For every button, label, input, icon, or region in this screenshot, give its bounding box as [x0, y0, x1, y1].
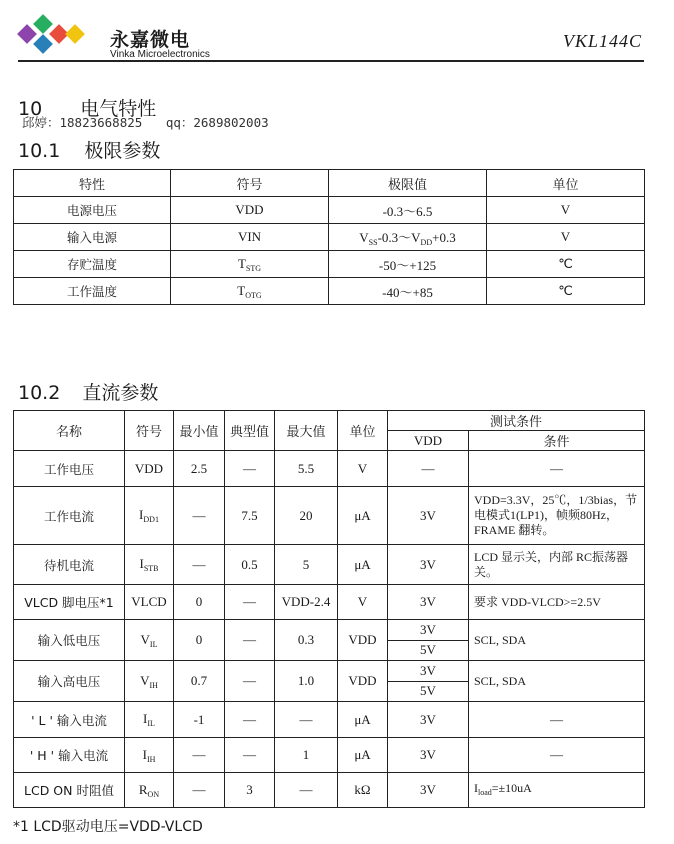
param-name: ' L ' 输入电流 — [14, 702, 125, 738]
param-min: 0 — [174, 585, 225, 620]
symbol-subscript: IH — [146, 754, 156, 764]
table-row — [14, 661, 645, 702]
param-typ: 0.5 — [225, 545, 275, 585]
table-row — [14, 773, 645, 808]
param-unit: μA — [338, 487, 388, 545]
param-symbol — [125, 773, 174, 808]
param-min: — — [174, 738, 225, 773]
test-vdd-value: 3V — [420, 662, 436, 678]
column-header: 典型值 — [225, 411, 275, 451]
param-unit: VDD — [338, 661, 388, 702]
symbol-subscript: ON — [147, 789, 160, 799]
symbol-text: V — [140, 631, 150, 647]
param-typ: 7.5 — [225, 487, 275, 545]
symbol-subscript: IL — [147, 719, 155, 728]
test-condition: 要求 VDD-VLCD>=2.5V — [469, 585, 645, 620]
test-vdd: 3V — [388, 585, 469, 620]
param-limit: -0.3～6.5 — [329, 197, 487, 224]
test-vdd-value: 3V — [420, 621, 436, 637]
param-unit: V — [487, 224, 645, 251]
param-symbol — [125, 487, 174, 545]
table-row — [14, 487, 645, 545]
logo-diamond — [17, 24, 37, 44]
param-limit — [329, 224, 487, 251]
param-symbol: VDD — [125, 451, 174, 487]
param-min: -1 — [174, 702, 225, 738]
symbol-text: T — [237, 255, 246, 271]
symbol-subscript: STB — [143, 564, 159, 573]
symbol-subscript: DD1 — [143, 515, 159, 524]
param-min: 0 — [174, 620, 225, 661]
test-condition: SCL, SDA — [469, 620, 645, 661]
param-unit: ℃ — [487, 278, 645, 305]
contact-qq: qq：2689802003 — [165, 115, 269, 130]
param-name: 待机电流 — [14, 545, 125, 585]
column-header: 名称 — [14, 411, 125, 451]
symbol-text: T — [237, 282, 246, 298]
test-vdd: 3V — [388, 545, 469, 585]
section-10-1-heading — [18, 136, 160, 163]
symbol-text: I — [139, 507, 144, 522]
section-number: 10.1 — [18, 140, 61, 162]
param-name: LCD ON 时阻值 — [14, 773, 125, 808]
param-typ: — — [225, 585, 275, 620]
test-condition: LCD 显示关，内部 RC振荡器关。 — [469, 545, 645, 585]
param-unit: V — [338, 585, 388, 620]
table-row — [14, 738, 645, 773]
symbol-text: R — [138, 781, 148, 797]
column-header: 测试条件 — [388, 411, 645, 431]
condition-text: I — [474, 780, 478, 795]
test-vdd: 3V — [388, 487, 469, 545]
brand-name-en: Vinka Microelectronics — [110, 49, 210, 60]
param-name: 输入电源 — [14, 224, 171, 251]
param-max: — — [275, 773, 338, 808]
param-typ: — — [225, 451, 275, 487]
param-limit: -50～+125 — [329, 251, 487, 278]
test-condition: SCL, SDA — [469, 661, 645, 702]
param-min: 2.5 — [174, 451, 225, 487]
column-header: 最大值 — [275, 411, 338, 451]
param-name: ' H ' 输入电流 — [14, 738, 125, 773]
column-header: 单位 — [487, 170, 645, 197]
param-max: 1.0 — [275, 661, 338, 702]
table-header-row — [14, 170, 645, 197]
table-row — [14, 224, 645, 251]
param-max: — — [275, 702, 338, 738]
param-name: 输入低电压 — [14, 620, 125, 661]
param-min: 0.7 — [174, 661, 225, 702]
limit-part: +0.3 — [432, 230, 456, 245]
test-vdd-value: 5V — [388, 681, 468, 702]
param-symbol — [125, 545, 174, 585]
section-title: 电气特性 — [80, 98, 157, 120]
section-10-2-heading — [18, 378, 158, 405]
param-unit: μA — [338, 702, 388, 738]
test-condition: — — [469, 738, 645, 773]
model-number: VKL144C — [562, 31, 642, 51]
param-unit: μA — [338, 738, 388, 773]
symbol-text: V — [140, 672, 150, 688]
param-max: 5 — [275, 545, 338, 585]
param-name: VLCD 脚电压*1 — [14, 585, 125, 620]
param-typ: — — [225, 620, 275, 661]
symbol-subscript: IL — [149, 639, 158, 649]
table-row — [14, 197, 645, 224]
param-max: 5.5 — [275, 451, 338, 487]
param-symbol — [125, 702, 174, 738]
param-max: 1 — [275, 738, 338, 773]
param-name: 电源电压 — [14, 197, 171, 224]
param-min: — — [174, 487, 225, 545]
param-name: 工作电压 — [14, 451, 125, 487]
dc-parameters-table — [13, 410, 645, 808]
param-symbol: VIN — [171, 224, 329, 251]
param-limit: -40～+85 — [329, 278, 487, 305]
test-vdd: — — [388, 451, 469, 487]
symbol-subscript: IH — [149, 680, 158, 690]
param-symbol: VDD — [171, 197, 329, 224]
table-row — [14, 451, 645, 487]
table-row — [14, 702, 645, 738]
symbol-subscript: STG — [245, 263, 262, 273]
section-title: 极限参数 — [84, 140, 161, 162]
param-typ: — — [225, 738, 275, 773]
table-row — [14, 620, 645, 661]
column-header: 符号 — [125, 411, 174, 451]
param-min: — — [174, 545, 225, 585]
column-header: 条件 — [469, 431, 645, 451]
param-name: 工作温度 — [14, 278, 171, 305]
header-divider — [18, 60, 644, 62]
table-row — [14, 545, 645, 585]
param-symbol — [125, 738, 174, 773]
condition-subscript: load — [478, 787, 492, 797]
param-name: 工作电流 — [14, 487, 125, 545]
column-header: 极限值 — [329, 170, 487, 197]
param-symbol: VLCD — [125, 585, 174, 620]
limit-subscript: SS — [368, 238, 378, 247]
param-unit: ℃ — [487, 251, 645, 278]
param-max: VDD-2.4 — [275, 585, 338, 620]
column-header: 最小值 — [174, 411, 225, 451]
param-unit: μA — [338, 545, 388, 585]
param-symbol — [171, 251, 329, 278]
symbol-text: I — [142, 746, 147, 762]
column-header: 单位 — [338, 411, 388, 451]
contact-phone: 邱婷：18823668825 — [22, 115, 143, 130]
param-name: 存贮温度 — [14, 251, 171, 278]
test-vdd: 3V — [388, 738, 469, 773]
test-condition: — — [469, 451, 645, 487]
limit-part: V — [359, 230, 369, 245]
section-title: 直流参数 — [82, 382, 159, 404]
test-vdd: 3V — [388, 773, 469, 808]
contact-info — [22, 113, 285, 131]
limit-subscript: DD — [420, 238, 433, 247]
param-typ: — — [225, 702, 275, 738]
section-number: 10 — [18, 98, 43, 120]
test-condition: VDD=3.3V，25℃，1/3bias，节电模式1(LP1)，帧频80Hz，FRAME 翻转。 — [469, 487, 645, 545]
param-unit: V — [487, 197, 645, 224]
param-min: — — [174, 773, 225, 808]
param-max: 20 — [275, 487, 338, 545]
limit-part: -0.3～V — [377, 230, 421, 245]
footnote: *1 LCD驱动电压=VDD-VLCD — [13, 819, 203, 835]
table-row — [14, 585, 645, 620]
brand-name-cn: 永嘉微电 — [110, 29, 191, 51]
param-typ: 3 — [225, 773, 275, 808]
test-vdd-value: 5V — [388, 640, 468, 661]
param-symbol — [125, 620, 174, 661]
symbol-text: I — [143, 711, 148, 726]
symbol-subscript: OTG — [245, 290, 262, 300]
table-row — [14, 251, 645, 278]
param-unit: V — [338, 451, 388, 487]
param-unit: VDD — [338, 620, 388, 661]
section-number: 10.2 — [18, 382, 61, 404]
param-symbol — [171, 278, 329, 305]
column-header: 特性 — [14, 170, 171, 197]
test-condition: — — [469, 702, 645, 738]
logo-diamond — [33, 34, 53, 54]
test-vdd — [388, 661, 469, 702]
table-header-row — [14, 411, 645, 431]
table-row — [14, 278, 645, 305]
param-typ: — — [225, 661, 275, 702]
param-max: 0.3 — [275, 620, 338, 661]
column-header: VDD — [388, 431, 469, 451]
column-header: 符号 — [171, 170, 329, 197]
test-vdd: 3V — [388, 702, 469, 738]
condition-text: =±10uA — [491, 780, 532, 795]
param-symbol — [125, 661, 174, 702]
company-logo — [14, 11, 214, 60]
param-name: 输入高电压 — [14, 661, 125, 702]
test-condition — [469, 773, 645, 808]
param-unit: kΩ — [338, 773, 388, 808]
absolute-max-ratings-table — [13, 169, 645, 305]
logo-diamond — [65, 24, 85, 44]
logo-diamond — [33, 14, 53, 34]
test-vdd — [388, 620, 469, 661]
symbol-text: I — [139, 556, 144, 571]
